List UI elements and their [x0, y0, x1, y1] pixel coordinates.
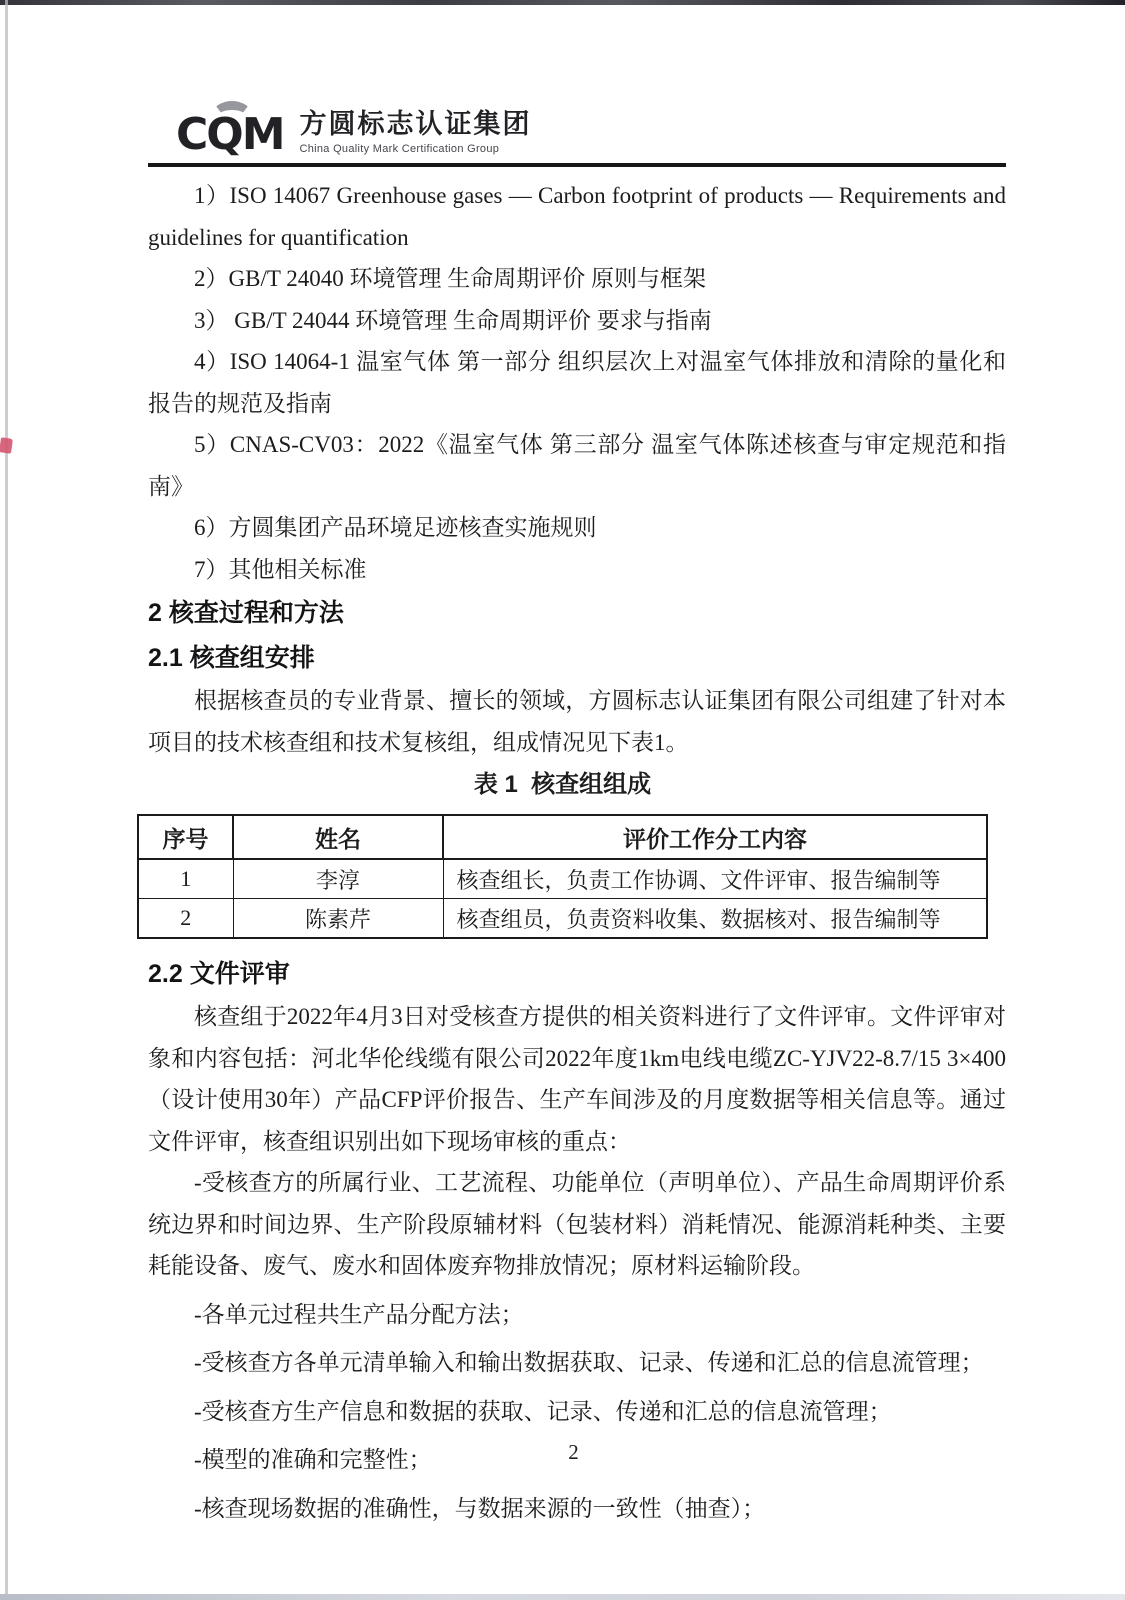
- reference-item: 6）方圆集团产品环境足迹核查实施规则: [194, 515, 597, 540]
- focus-point: -受核查方生产信息和数据的获取、记录、传递和汇总的信息流管理；: [194, 1398, 892, 1424]
- table-cell-name: 李淳: [233, 859, 443, 899]
- reference-list: [148, 175, 1006, 590]
- reference-item: 5）CNAS-CV03：2022《温室气体 第三部分 温室气体陈述核查与审定规范和指南》: [148, 432, 1006, 499]
- focus-point: -核查现场数据的准确性，与数据来源的一致性（抽查）；: [194, 1495, 766, 1521]
- logo-arc-icon: [212, 101, 252, 129]
- table-cell-duty: 核查组长，负责工作协调、文件评审、报告编制等: [443, 859, 987, 899]
- table-header-row: [138, 815, 987, 859]
- paragraph-team-arrangement: 根据核查员的专业背景、擅长的领域，方圆标志认证集团有限公司组建了针对本项目的技术核查组和技术复核组，组成情况见下表1。: [148, 688, 1006, 755]
- reference-item: 2）GB/T 24040 环境管理 生命周期评价 原则与框架: [194, 266, 706, 291]
- table-row: [138, 859, 987, 899]
- table-cell-no: 1: [138, 859, 233, 899]
- red-pen-mark: [0, 437, 13, 454]
- table-row: [138, 899, 987, 939]
- focus-point: -各单元过程共生产品分配方法；: [194, 1301, 524, 1327]
- paragraph-document-review: 核查组于2022年4月3日对受核查方提供的相关资料进行了文件评审。文件评审对象和内容包括：河北华伦线缆有限公司2022年度1km电线电缆ZC-YJV22-8.7/15 3×400（设计使用30年）产品CFP评价报告、生产车间涉及的月度数据等相关信息等。通过文件评审，核查组识别出如下现场审核的重点：: [148, 1004, 1006, 1154]
- reference-item: 7）其他相关标准: [194, 556, 367, 582]
- header-brand: [176, 95, 1006, 160]
- page-content: [148, 95, 1006, 1536]
- reference-item: 3） GB/T 24044 环境管理 生命周期评价 要求与指南: [194, 307, 712, 333]
- focus-point-list: [148, 1162, 1006, 1529]
- cqm-logo: [176, 109, 284, 160]
- table-caption: 表 1 核查组组成: [473, 771, 652, 798]
- section-heading-2-1: 2.1 核查组安排: [148, 644, 315, 672]
- focus-point: -受核查方各单元清单输入和输出数据获取、记录、传递和汇总的信息流管理；: [194, 1350, 984, 1375]
- column-header-duty: 评价工作分工内容: [443, 815, 987, 859]
- brand-text: [299, 110, 531, 157]
- org-name-en: China Quality Mark Certification Group: [299, 143, 500, 155]
- scan-edge-top: [0, 0, 1125, 5]
- scan-edge-left: [5, 0, 8, 1600]
- column-header-no: 序号: [138, 815, 233, 859]
- logo-acronym: CQM: [176, 109, 284, 160]
- table-cell-duty: 核查组员，负责资料收集、数据核对、报告编制等: [443, 899, 987, 939]
- header-rule: [148, 163, 1006, 167]
- reference-item: 1）ISO 14067 Greenhouse gases — Carbon footprint of products — Requirements and guidelines for quantification: [148, 183, 1006, 250]
- scan-edge-bottom: [0, 1594, 1125, 1600]
- section-heading-2-2: 2.2 文件评审: [148, 960, 290, 988]
- focus-point: -模型的准确和完整性；: [194, 1447, 432, 1472]
- verification-team-table: [137, 814, 988, 939]
- column-header-name: 姓名: [233, 815, 443, 859]
- focus-point: -受核查方的所属行业、工艺流程、功能单位（声明单位）、产品生命周期评价系统边界和时间边界、生产阶段原辅材料（包装材料）消耗情况、能源消耗种类、主要耗能设备、废气、废水和固体废弃物排放情况；原材料运输阶段。: [148, 1170, 1006, 1278]
- org-name-cn: 方圆标志认证集团: [299, 109, 532, 140]
- reference-item: 4）ISO 14064-1 温室气体 第一部分 组织层次上对温室气体排放和清除的量化和报告的规范及指南: [148, 349, 1006, 416]
- section-heading-2: 2 核查过程和方法: [148, 599, 344, 627]
- table-cell-name: 陈素芹: [233, 899, 443, 939]
- page-number: 2: [568, 1440, 579, 1464]
- table-cell-no: 2: [138, 899, 233, 939]
